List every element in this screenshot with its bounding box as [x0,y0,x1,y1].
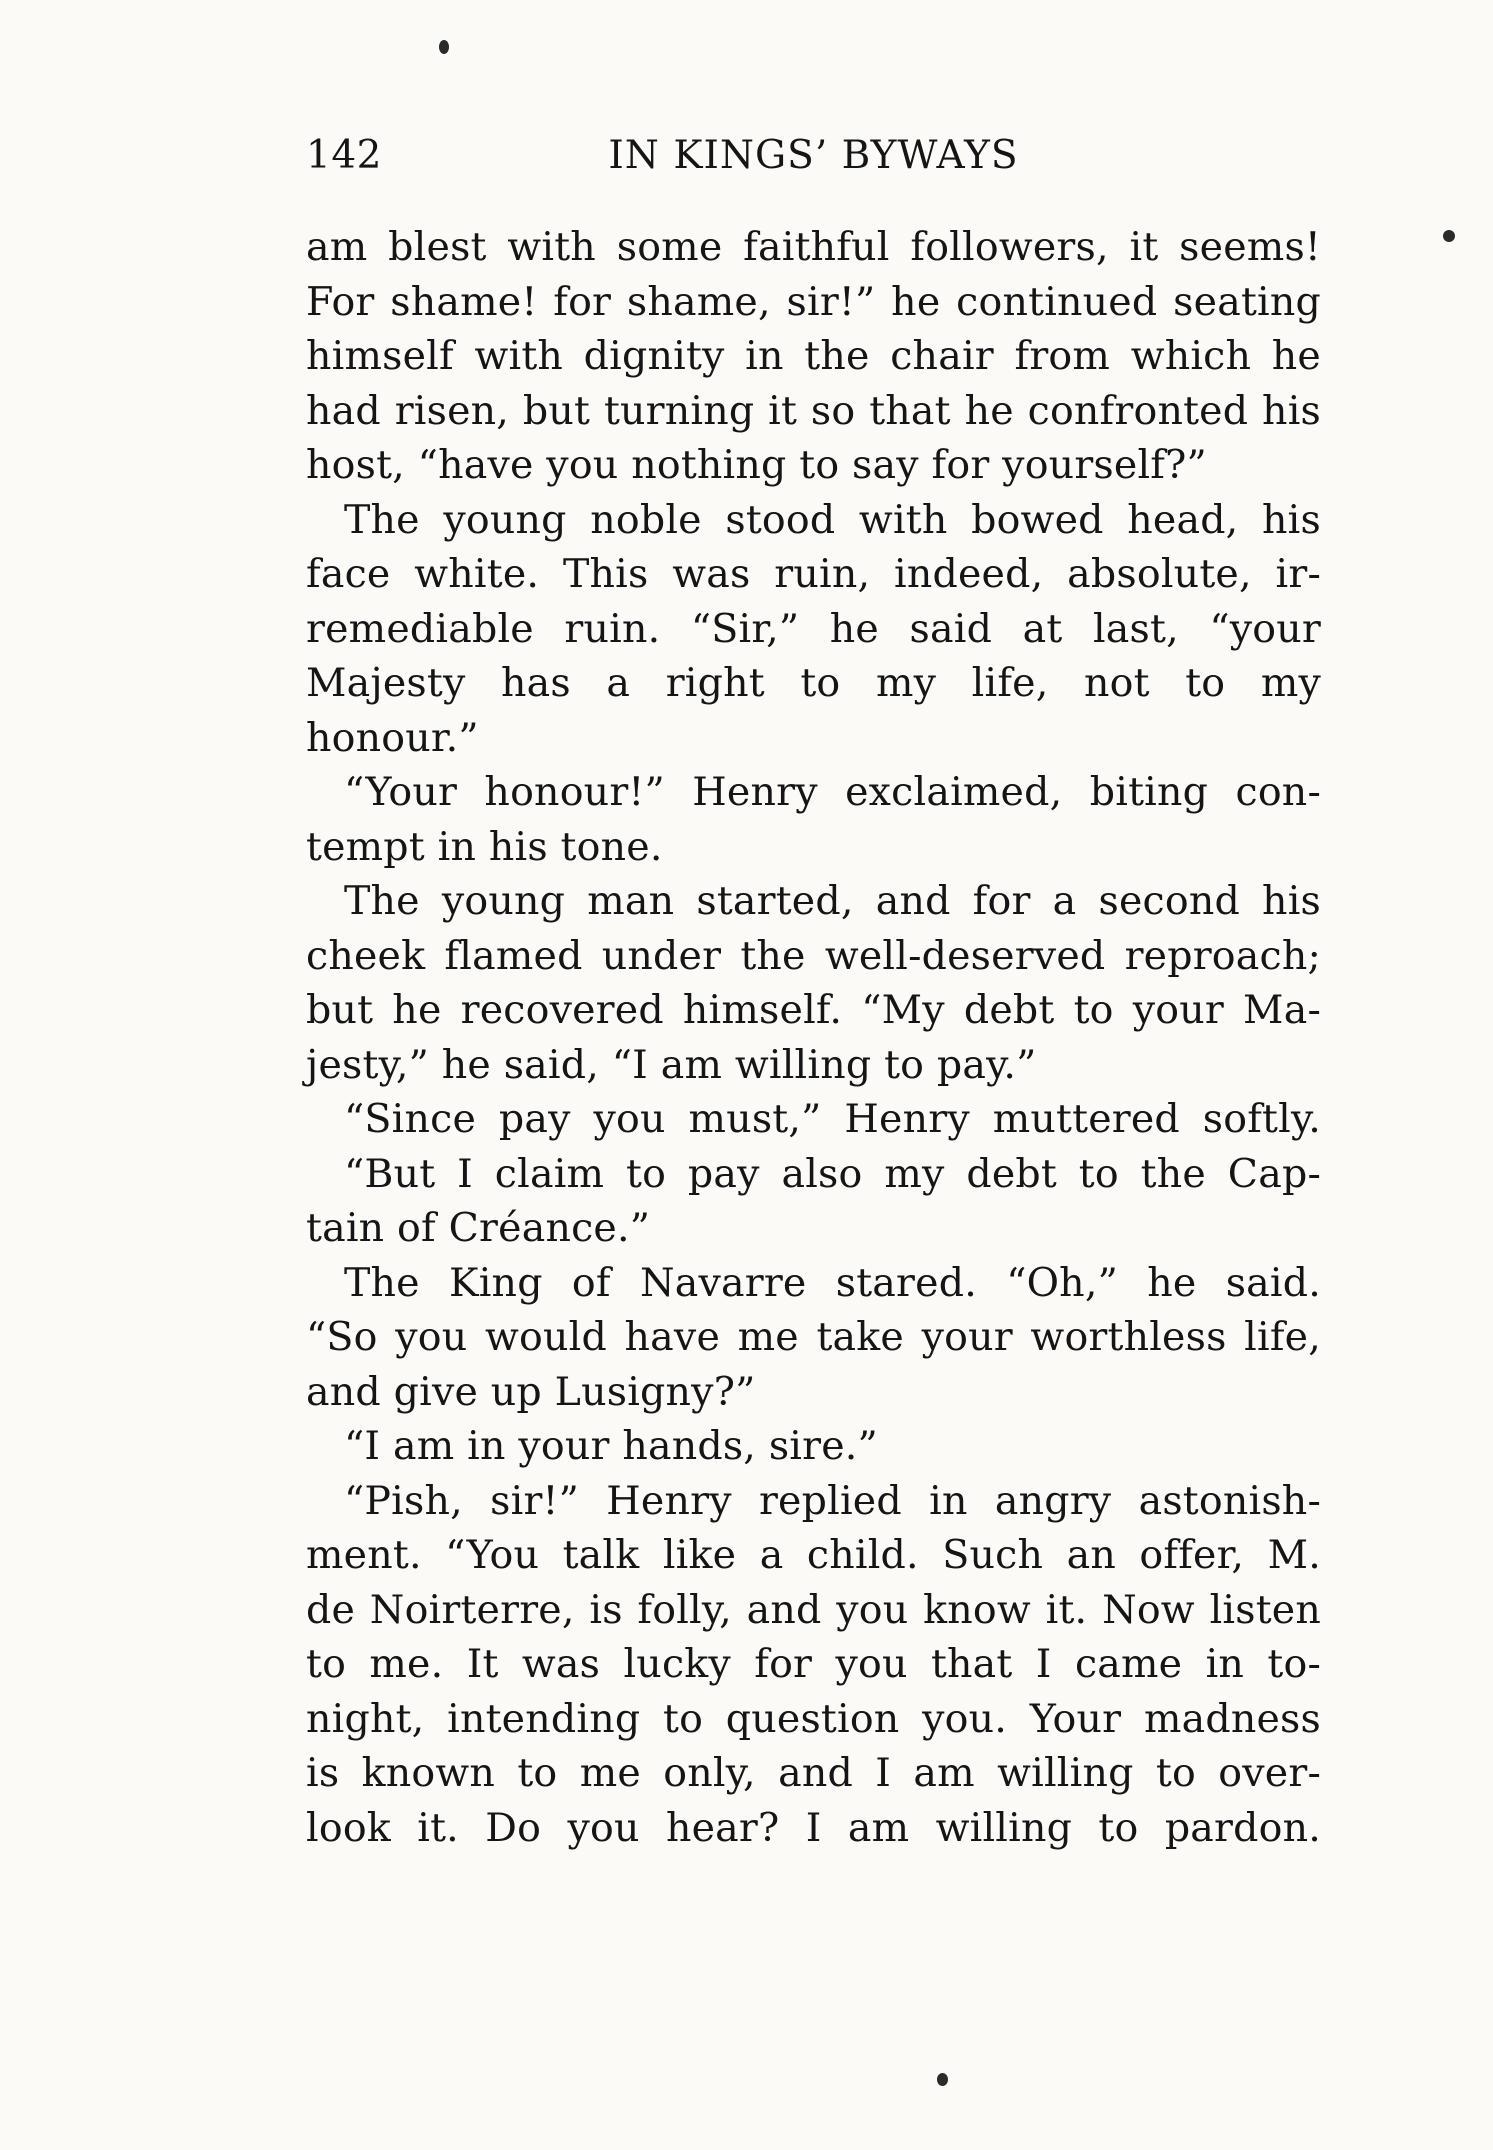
ink-speck-right [1443,230,1455,242]
text-line-20: The King of Navarre stared. “Oh,” he said. [344,1259,1321,1306]
text-line-12: tempt in his tone. [306,823,663,870]
text-line-30: look it. Do you hear? I am willing to pardon. [306,1804,1321,1851]
text-line-22: and give up Lusigny?” [306,1368,756,1415]
text-line-16: jesty,” he said, “I am willing to pay.” [306,1041,1037,1088]
text-line-8: remediable ruin. “Sir,” he said at last, “your [306,605,1321,652]
ink-speck-bottom [937,2073,948,2086]
text-line-6: The young noble stood with bowed head, his [344,496,1321,543]
text-line-11: “Your honour!” Henry exclaimed, biting con- [344,769,1321,815]
text-line-17: “Since pay you must,” Henry muttered softly. [344,1096,1321,1142]
text-line-28: night, intending to question you. Your madness [306,1695,1321,1742]
text-line-23: “I am in your hands, sire.” [344,1423,878,1469]
body-text [306,220,1321,1855]
text-line-24: “Pish, sir!” Henry replied in angry astonish- [344,1477,1321,1524]
text-line-29: is known to me only, and I am willing to over- [306,1750,1321,1796]
text-line-1: am blest with some faithful followers, it seems! [306,224,1321,270]
text-line-26: de Noirterre, is folly, and you know it. Now listen [306,1586,1321,1633]
text-line-15: but he recovered himself. “My debt to your Ma- [306,987,1321,1033]
text-line-10: honour.” [306,714,479,761]
text-line-7: face white. This was ruin, indeed, absolute, ir- [306,551,1321,597]
text-line-4: had risen, but turning it so that he confronted his [306,387,1321,434]
text-line-25: ment. “You talk like a child. Such an offer, M. [306,1532,1321,1578]
text-line-27: to me. It was lucky for you that I came in to- [306,1641,1321,1687]
running-title: IN KINGS’ BYWAYS [608,133,1019,178]
text-line-13: The young man started, and for a second his [344,878,1321,924]
text-line-5: host, “have you nothing to say for yourself?” [306,442,1207,488]
text-line-3: himself with dignity in the chair from which he [306,333,1321,379]
text-line-21: “So you would have me take your worthless life, [306,1314,1321,1360]
ink-speck-top [439,40,449,54]
page-number: 142 [306,133,382,178]
text-line-9: Majesty has a right to my life, not to my [306,660,1321,706]
text-line-19: tain of Créance.” [306,1205,651,1251]
text-line-2: For shame! for shame, sir!” he continued seating [306,278,1321,325]
text-line-14: cheek flamed under the well-deserved reproach; [306,932,1321,979]
text-line-18: “But I claim to pay also my debt to the Cap- [344,1150,1321,1197]
page-header [306,128,1321,184]
